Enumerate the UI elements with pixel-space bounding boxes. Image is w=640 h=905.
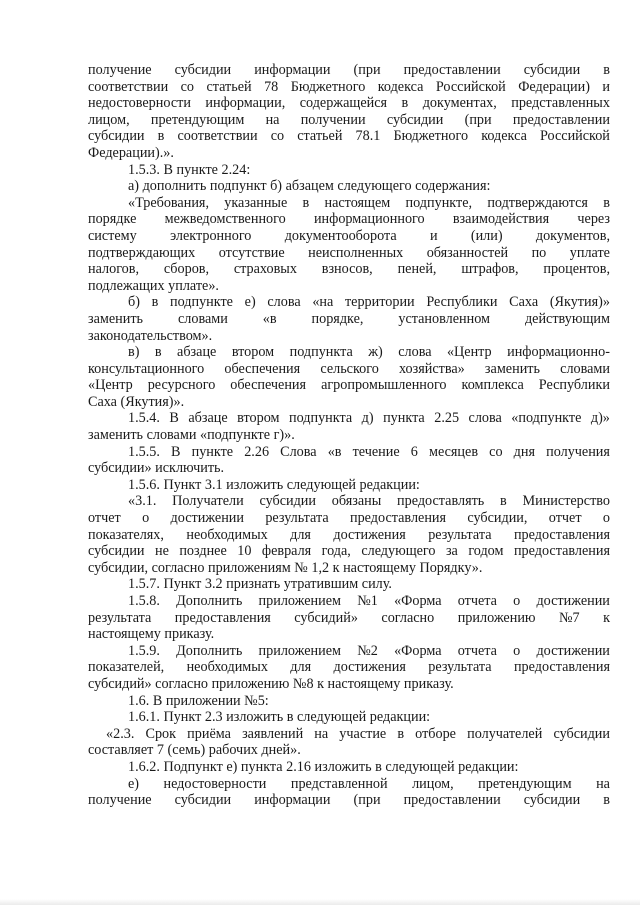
text-line: составляет 7 (семь) рабочих дней». — [88, 742, 301, 759]
text-line: 1.5.8. Дополнить приложением №1 «Форма отчета о достижении — [128, 593, 610, 609]
text-line: получение субсидии информации (при предоставлении субсидии в — [88, 62, 610, 78]
text-line: подтверждающих отсутствие неисполненных обязанностей по уплате — [88, 244, 610, 261]
text-line: 1.5.9. Дополнить приложением №2 «Форма отчета о достижении — [128, 642, 610, 659]
text-line: систему электронного документооборота и (или) документов, — [88, 227, 610, 244]
text-line: подлежащих уплате». — [88, 277, 219, 294]
text-line: лицом, претендующим на получении субсидии (при предоставлении — [88, 111, 610, 128]
text-line: 1.5.4. В абзаце втором подпункта д) пункта 2.25 слова «подпункте д)» — [128, 410, 610, 427]
text-line: консультационного обеспечения сельского хозяйства» заменить словами — [88, 360, 610, 377]
text-line: налогов, сборов, страховых взносов, пеней, штрафов, процентов, — [88, 261, 610, 278]
text-line: 1.5.6. Пункт 3.1 изложить следующей редакции: — [128, 476, 420, 493]
text-line: Саха (Якутия)». — [88, 393, 185, 410]
text-line: соответствии со статьей 78 Бюджетного кодекса Российской Федерации) и — [88, 78, 610, 95]
text-line: 1.6.2. Подпункт е) пункта 2.16 изложить в следующей редакции: — [128, 758, 519, 775]
text-line: а) дополнить подпункт б) абзацем следующего содержания: — [128, 178, 491, 195]
text-line: субсидии не позднее 10 февраля года, следующего за годом предоставления — [88, 543, 610, 560]
text-line: субсидий» согласно приложению №8 к настоящему приказу. — [88, 675, 454, 692]
text-line: «Центр ресурсного обеспечения агропромышленного комплекса Республики — [88, 377, 610, 394]
text-line: субсидии в соответствии со статьей 78.1 Бюджетного кодекса Российской — [88, 128, 610, 145]
text-line: недостоверности информации, содержащейся в документах, представленных — [88, 95, 610, 112]
text-line: 1.6.1. Пункт 2.3 изложить в следующей редакции: — [128, 709, 431, 726]
text-line: заменить словами «подпункте г)». — [88, 427, 295, 444]
text-line: 1.5.5. В пункте 2.26 Слова «в течение 6 месяцев со дня получения — [128, 443, 610, 460]
text-line: заменить словами «в порядке, установленном действующим — [88, 310, 610, 327]
text-line: е) недостоверности представленной лицом, претендующим на — [128, 775, 610, 792]
text-line: законодательством». — [88, 327, 213, 344]
text-line: субсидии» исключить. — [88, 460, 225, 477]
text-line: 1.5.7. Пункт 3.2 признать утратившим силу. — [128, 576, 392, 593]
scan-edge — [0, 899, 640, 905]
text-line: порядке межведомственного информационного взаимодействия через — [88, 211, 610, 228]
text-line: Федерации).». — [88, 144, 174, 161]
text-line: настоящему приказу. — [88, 626, 215, 643]
text-line: «Требования, указанные в настоящем подпункте, подтверждаются в — [128, 194, 610, 211]
text-line: «3.1. Получатели субсидии обязаны предоставлять в Министерство — [128, 493, 610, 510]
text-line: результата предоставления субсидий» согласно приложению №7 к — [88, 609, 610, 626]
text-line: субсидии, согласно приложениям № 1,2 к настоящему Порядку». — [88, 559, 483, 576]
text-line: отчет о достижении результата предоставления субсидии, отчет о — [88, 510, 610, 527]
text-line: 1.5.3. В пункте 2.24: — [128, 161, 251, 178]
text-line: б) в подпункте е) слова «на территории Республики Саха (Якутия)» — [128, 294, 610, 311]
text-line: показателей, необходимых для достижения результата предоставления — [88, 659, 610, 676]
text-line: в) в абзаце втором подпункта ж) слова «Центр информационно- — [128, 344, 610, 361]
text-line: 1.6. В приложении №5: — [128, 692, 269, 709]
text-line: получение субсидии информации (при предоставлении субсидии в — [88, 792, 610, 809]
text-line: показателях, необходимых для достижения результата предоставления — [88, 526, 610, 543]
text-line: «2.3. Срок приёма заявлений на участие в отборе получателей субсидии — [106, 725, 610, 742]
document-body — [88, 62, 610, 809]
